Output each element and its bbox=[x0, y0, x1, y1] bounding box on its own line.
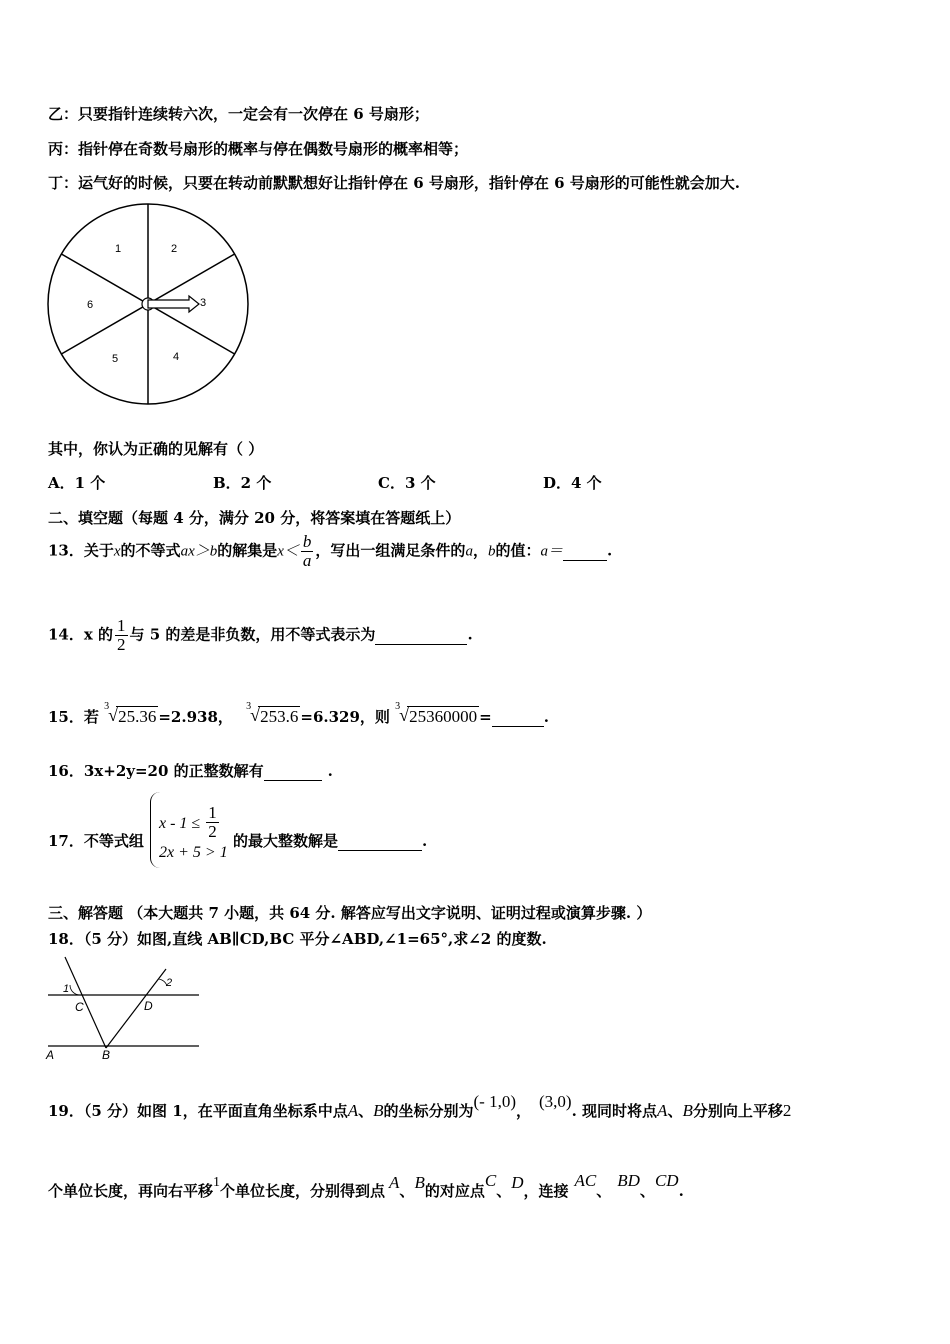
question-18: 18．（5 分）如图,直线 AB∥CD,BC 平分∠ABD,∠1=65°,求∠2 的度数. bbox=[48, 930, 547, 948]
statement-bing: 丙：指针停在奇数号扇形的概率与停在偶数号扇形的概率相等； bbox=[48, 140, 469, 158]
question-14: 14．x 的 $\frac{1}{2}$ 与 5 的差是非负数，用不等式表示为 . bbox=[48, 616, 473, 654]
question-19-line-1: 19．（5 分）如图 1，在平面直角坐标系中点A、B的坐标分别为(- 1,0)， (3,0). 现同时将点A、B分别向上平移2 bbox=[48, 1092, 792, 1120]
spinner-label: 5 bbox=[112, 353, 119, 365]
question-19-line-2: 个单位长度，再向右平移1个单位长度，分别得到点 A、B的对应点C、D，连接AC、BD、CD. bbox=[48, 1171, 684, 1200]
question-13: 13．关于x的不等式ax＞b的解集是x＜ $\frac{b}{a}$ ，写出一组满足条件的a，b的值：a＝ . bbox=[48, 532, 613, 570]
line-bd bbox=[106, 969, 166, 1048]
point-b-label: B bbox=[102, 1048, 111, 1062]
cube-root-1: 3 √ 25.36 bbox=[104, 701, 157, 726]
cube-root-3: 3 √ 25360000 bbox=[395, 701, 478, 726]
answer-blank-14[interactable] bbox=[375, 626, 467, 645]
angle-1-label: 1 bbox=[63, 983, 70, 995]
answer-blank-15[interactable] bbox=[492, 708, 544, 727]
answer-blank-17[interactable] bbox=[338, 832, 422, 851]
spinner-label: 3 bbox=[200, 297, 207, 309]
section-3-title: 三、解答题 （本大题共 7 小题，共 64 分. 解答应写出文字说明、证明过程或演算步骤. ） bbox=[48, 904, 652, 922]
question-15: 15．若 3 √ 25.36 =2.938， 3 √ 253.6 =6.329，则 3 √ 25360000 = . bbox=[48, 701, 549, 726]
spinner-label: 6 bbox=[87, 299, 94, 311]
spinner-arrow-icon bbox=[148, 296, 199, 312]
question-17-text: 的最大整数解是 . bbox=[233, 832, 428, 850]
spinner-figure bbox=[44, 202, 254, 408]
question-17-label: 17．不等式组 bbox=[48, 832, 144, 850]
q12-stem: 其中，你认为正确的见解有（ ） bbox=[48, 440, 264, 458]
option-d[interactable]: D．4 个 bbox=[543, 474, 602, 492]
question-16: 16．3x+2y=20 的正整数解有 . bbox=[48, 762, 333, 780]
point-a-label: A bbox=[46, 1048, 55, 1062]
option-a[interactable]: A．1 个 bbox=[48, 474, 106, 492]
section-2-title: 二、填空题（每题 4 分，满分 20 分，将答案填在答题纸上） bbox=[48, 509, 461, 527]
statement-yi: 乙：只要指针连续转六次，一定会有一次停在 6 号扇形； bbox=[48, 105, 429, 123]
line-bc bbox=[65, 957, 106, 1048]
inequality-system: x - 1 ≤ $\frac{1}{2}$ 2x + 5 > 1 bbox=[150, 792, 241, 868]
fraction-one-half: $\frac{1}{2}$ bbox=[117, 616, 126, 654]
statement-ding: 丁：运气好的时候，只要在转动前默默想好让指针停在 6 号扇形，指针停在 6 号扇形的可能性就会加大. bbox=[48, 174, 740, 192]
option-c[interactable]: C．3 个 bbox=[378, 474, 436, 492]
q12-options bbox=[48, 472, 602, 493]
option-b[interactable]: B．2 个 bbox=[213, 474, 272, 492]
point-d-label: D bbox=[144, 999, 153, 1013]
cube-root-2: 3 √ 253.6 bbox=[246, 701, 299, 726]
angle-2-label: 2 bbox=[166, 977, 173, 989]
answer-blank-16[interactable] bbox=[264, 762, 322, 781]
spinner-label: 1 bbox=[115, 243, 122, 255]
spinner-label: 4 bbox=[173, 351, 180, 363]
spinner-label: 2 bbox=[171, 243, 178, 255]
answer-blank-13[interactable] bbox=[563, 542, 607, 561]
point-c-label: C bbox=[75, 1000, 84, 1014]
parallel-lines-figure bbox=[44, 955, 204, 1065]
fraction-b-over-a: $\frac{b}{a}$ bbox=[302, 532, 312, 570]
